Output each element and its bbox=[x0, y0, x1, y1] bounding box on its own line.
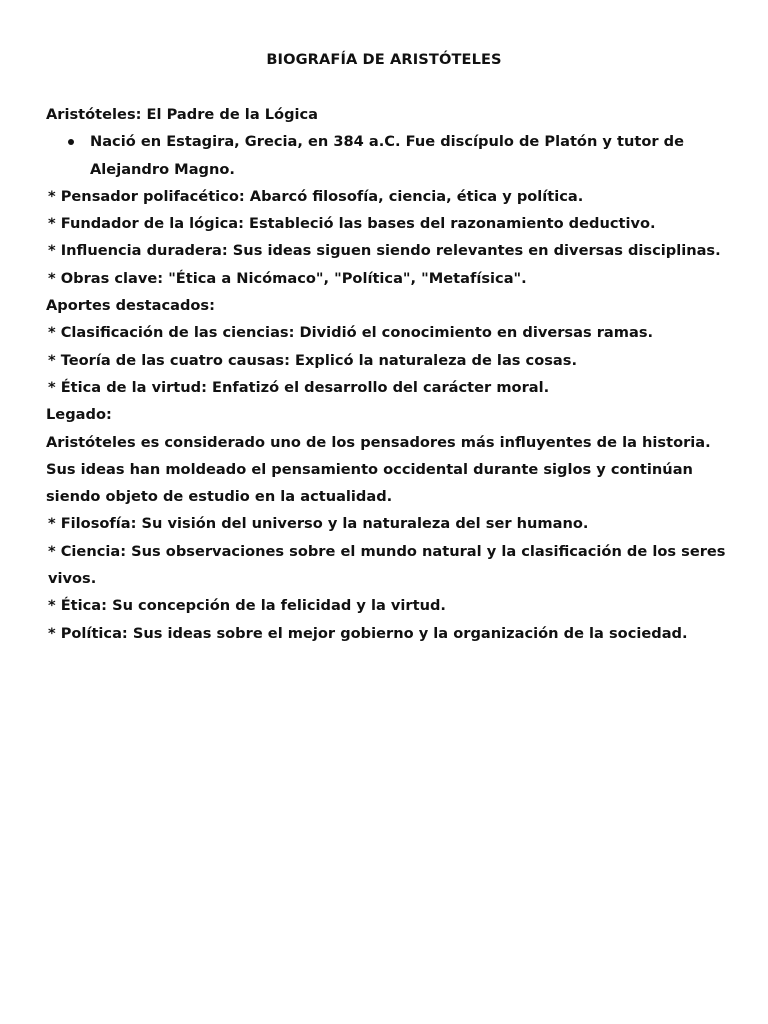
intro-point: * Influencia duradera: Sus ideas siguen siendo relevantes en diversas disciplinas. bbox=[48, 242, 721, 260]
legado-point: * Filosofía: Su visión del universo y la naturaleza del ser humano. bbox=[48, 515, 589, 533]
document-body bbox=[46, 101, 736, 647]
section-heading-aportes: Aportes destacados: bbox=[46, 297, 215, 315]
legado-point: * Política: Sus ideas sobre el mejor gobierno y la organización de la sociedad. bbox=[48, 624, 688, 642]
bullet-text: Nació en Estagira, Grecia, en 384 a.C. Fue discípulo de Platón y tutor de Alejandro Magno. bbox=[90, 133, 684, 178]
aportes-point: * Ética de la virtud: Enfatizó el desarrollo del carácter moral. bbox=[48, 378, 550, 396]
legado-point: * Ética: Su concepción de la felicidad y la virtud. bbox=[48, 597, 446, 615]
legado-paragraph: Aristóteles es considerado uno de los pensadores más influyentes de la historia. Sus ideas han moldeado el pensamiento occidental durante siglos y continúan siendo objeto de estudio en la actualidad. bbox=[46, 433, 711, 506]
aportes-point: * Clasificación de las ciencias: Dividió el conocimiento en diversas ramas. bbox=[48, 324, 654, 342]
bullet-dot-icon bbox=[68, 139, 74, 145]
intro-point: * Obras clave: "Ética a Nicómaco", "Política", "Metafísica". bbox=[48, 269, 527, 287]
intro-point: * Fundador de la lógica: Estableció las bases del razonamiento deductivo. bbox=[48, 215, 656, 233]
document-title: BIOGRAFÍA DE ARISTÓTELES bbox=[266, 51, 502, 68]
aportes-point: * Teoría de las cuatro causas: Explicó la naturaleza de las cosas. bbox=[48, 351, 577, 369]
bullet-item-birth bbox=[46, 128, 740, 183]
section-heading-main: Aristóteles: El Padre de la Lógica bbox=[46, 106, 319, 123]
intro-point: * Pensador polifacético: Abarcó filosofía, ciencia, ética y política. bbox=[48, 187, 584, 205]
legado-point: * Ciencia: Sus observaciones sobre el mundo natural y la clasificación de los seres vivos. bbox=[48, 542, 726, 588]
section-heading-legado: Legado: bbox=[46, 406, 112, 424]
